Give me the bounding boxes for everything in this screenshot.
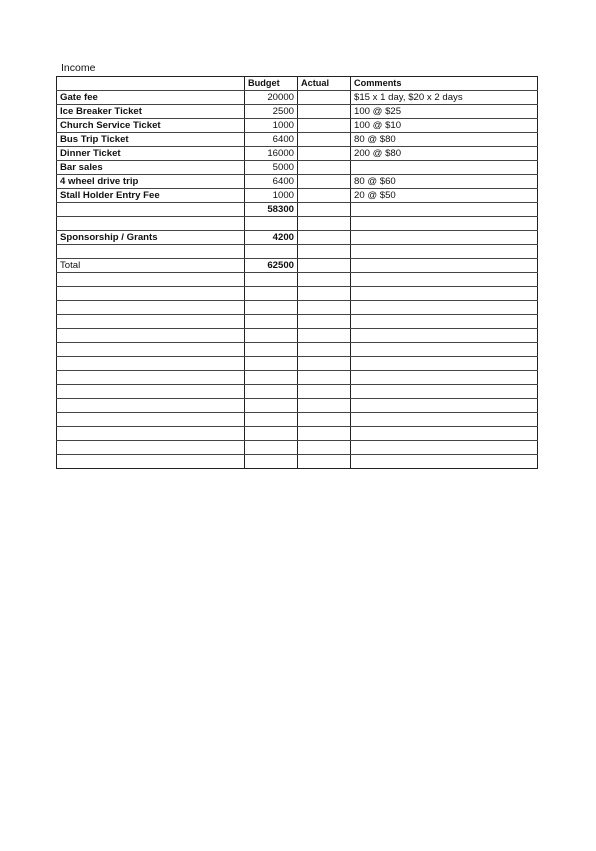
row-actual-cell [298,259,351,273]
empty-cell [298,343,351,357]
empty-cell [245,287,298,301]
row-actual-cell [298,189,351,203]
empty-cell [351,357,538,371]
row-budget-cell: 2500 [245,105,298,119]
row-actual-cell [298,175,351,189]
empty-row [57,357,538,371]
total-budget-cell: 62500 [245,259,298,273]
sponsorship-row [57,231,538,245]
row-actual-cell [298,161,351,175]
subtotal-budget-cell: 58300 [245,203,298,217]
row-budget-cell: 20000 [245,91,298,105]
empty-row [57,427,538,441]
row-budget-cell: 1000 [245,189,298,203]
row-budget-cell [245,245,298,259]
empty-cell [57,427,245,441]
row-comment-cell: 80 @ $60 [351,175,538,189]
empty-cell [57,357,245,371]
row-actual-cell [298,91,351,105]
empty-cell [57,287,245,301]
empty-cell [245,385,298,399]
empty-cell [351,399,538,413]
row-label-cell: Ice Breaker Ticket [57,105,245,119]
empty-cell [351,427,538,441]
row-actual-cell [298,133,351,147]
table-row [57,133,538,147]
empty-cell [57,399,245,413]
empty-row [57,287,538,301]
empty-cell [245,399,298,413]
sponsorship-budget-cell: 4200 [245,231,298,245]
row-budget-cell: 5000 [245,161,298,175]
table-row [57,119,538,133]
header-actual-cell: Actual [298,77,351,91]
empty-cell [245,413,298,427]
empty-cell [351,301,538,315]
empty-cell [57,413,245,427]
empty-cell [351,441,538,455]
empty-cell [298,413,351,427]
table-row [57,189,538,203]
empty-cell [245,455,298,469]
empty-row [57,455,538,469]
row-budget-cell: 16000 [245,147,298,161]
empty-cell [298,329,351,343]
empty-row [57,371,538,385]
empty-row [57,315,538,329]
empty-cell [57,315,245,329]
empty-cell [245,273,298,287]
row-label-cell: Bar sales [57,161,245,175]
empty-cell [351,371,538,385]
empty-cell [57,343,245,357]
row-comment-cell: 20 @ $50 [351,189,538,203]
empty-row [57,329,538,343]
empty-cell [245,357,298,371]
table-header-row [57,77,538,91]
empty-cell [245,371,298,385]
row-actual-cell [298,245,351,259]
empty-cell [351,413,538,427]
empty-row [57,385,538,399]
empty-cell [298,287,351,301]
row-label-cell: Gate fee [57,91,245,105]
table-row [57,147,538,161]
empty-cell [57,385,245,399]
row-actual-cell [298,203,351,217]
empty-cell [57,371,245,385]
row-label-cell [57,217,245,231]
empty-cell [57,301,245,315]
empty-cell [57,441,245,455]
empty-cell [351,329,538,343]
empty-row [57,301,538,315]
empty-cell [351,287,538,301]
row-label-cell: 4 wheel drive trip [57,175,245,189]
row-comment-cell: 200 @ $80 [351,147,538,161]
page-title: Income [61,62,96,74]
row-actual-cell [298,147,351,161]
row-label-cell: Church Service Ticket [57,119,245,133]
row-budget-cell [245,217,298,231]
table-row [57,175,538,189]
empty-row [57,399,538,413]
empty-row [57,343,538,357]
row-comment-cell [351,203,538,217]
empty-cell [351,273,538,287]
row-label-cell: Sponsorship / Grants [57,231,245,245]
empty-cell [298,427,351,441]
empty-cell [245,315,298,329]
header-label-cell [57,77,245,91]
empty-cell [298,315,351,329]
row-actual-cell [298,217,351,231]
row-label-cell [57,203,245,217]
row-actual-cell [298,105,351,119]
row-label-cell: Dinner Ticket [57,147,245,161]
empty-cell [298,371,351,385]
empty-cell [298,441,351,455]
row-budget-cell: 1000 [245,119,298,133]
row-comment-cell [351,245,538,259]
total-row [57,259,538,273]
table-row [57,217,538,231]
empty-row [57,441,538,455]
row-comment-cell: 100 @ $10 [351,119,538,133]
row-comment-cell: $15 x 1 day, $20 x 2 days [351,91,538,105]
empty-cell [351,455,538,469]
empty-cell [298,385,351,399]
empty-cell [245,427,298,441]
row-comment-cell [351,161,538,175]
row-comment-cell: 80 @ $80 [351,133,538,147]
row-budget-cell: 6400 [245,133,298,147]
header-budget-cell: Budget [245,77,298,91]
empty-cell [351,315,538,329]
empty-cell [298,301,351,315]
empty-row [57,413,538,427]
empty-cell [245,343,298,357]
row-label-cell [57,245,245,259]
row-label-cell: Bus Trip Ticket [57,133,245,147]
row-budget-cell: 6400 [245,175,298,189]
row-comment-cell [351,217,538,231]
total-label-cell: Total [57,259,245,273]
empty-cell [298,357,351,371]
table-row [57,105,538,119]
table-row [57,161,538,175]
empty-cell [351,385,538,399]
table-row [57,91,538,105]
row-actual-cell [298,119,351,133]
empty-cell [245,301,298,315]
row-comment-cell [351,231,538,245]
empty-row [57,273,538,287]
empty-cell [351,343,538,357]
empty-cell [57,273,245,287]
row-comment-cell: 100 @ $25 [351,105,538,119]
empty-cell [57,455,245,469]
header-comments-cell: Comments [351,77,538,91]
empty-cell [298,455,351,469]
empty-cell [298,273,351,287]
row-comment-cell [351,259,538,273]
row-label-cell: Stall Holder Entry Fee [57,189,245,203]
empty-cell [245,441,298,455]
empty-cell [298,399,351,413]
empty-cell [245,329,298,343]
row-actual-cell [298,231,351,245]
subtotal-row [57,203,538,217]
empty-cell [57,329,245,343]
table-row [57,245,538,259]
income-table [56,76,538,469]
